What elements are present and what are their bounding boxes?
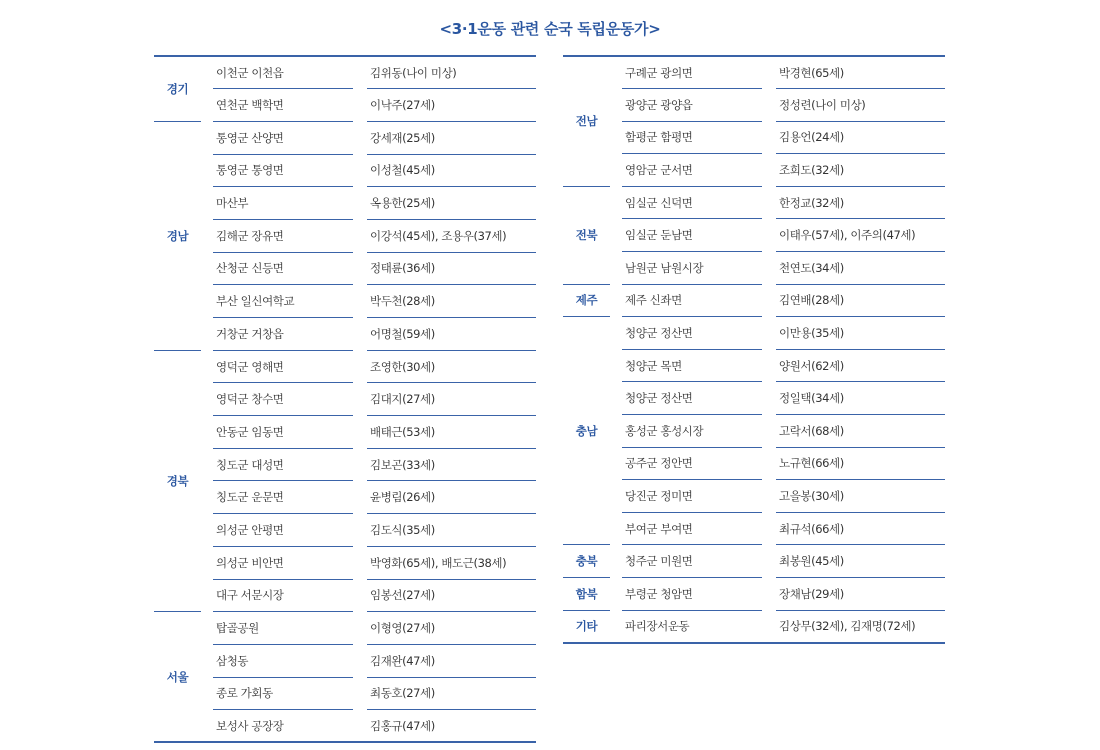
table-row — [563, 447, 945, 480]
person-cell: 옥용한(25세) — [367, 187, 536, 220]
person-cell: 김용언(24세) — [776, 121, 945, 154]
cell-spacer — [201, 514, 213, 547]
cell-spacer — [610, 219, 622, 252]
person-cell: 정성련(나이 미상) — [776, 89, 945, 122]
person-cell: 장채남(29세) — [776, 578, 945, 611]
cell-spacer — [353, 416, 367, 449]
table-row — [563, 610, 945, 643]
cell-spacer — [762, 121, 776, 154]
table-row — [154, 677, 536, 710]
location-cell: 부령군 청암면 — [622, 578, 762, 611]
cell-spacer — [610, 578, 622, 611]
location-cell: 부여군 부여면 — [622, 512, 762, 545]
location-cell: 의성군 비안면 — [213, 546, 353, 579]
location-cell: 칭도군 대성면 — [213, 448, 353, 481]
cell-spacer — [201, 219, 213, 252]
person-cell: 조희도(32세) — [776, 154, 945, 187]
location-cell: 임실군 신덕면 — [622, 186, 762, 219]
cell-spacer — [610, 154, 622, 187]
person-cell: 배태근(53세) — [367, 416, 536, 449]
location-cell: 김해군 장유면 — [213, 219, 353, 252]
cell-spacer — [762, 512, 776, 545]
location-cell: 공주군 정안면 — [622, 447, 762, 480]
region-cell: 서울 — [166, 669, 189, 684]
person-cell: 조영한(30세) — [367, 350, 536, 383]
person-cell: 어명철(59세) — [367, 318, 536, 351]
table-row — [563, 186, 945, 219]
table-row — [563, 252, 945, 285]
person-cell: 강세재(25세) — [367, 121, 536, 154]
table-row — [563, 512, 945, 545]
person-cell: 김홍규(47세) — [370, 718, 435, 733]
cell-spacer — [353, 481, 367, 514]
person-cell: 이강석(45세), 조용우(37세) — [367, 219, 536, 252]
table-row — [154, 644, 536, 677]
cell-spacer — [353, 448, 367, 481]
region-cell: 경북 — [154, 350, 201, 612]
location-cell: 당진군 정미면 — [622, 480, 762, 513]
cell-spacer — [762, 284, 776, 317]
cell-spacer — [762, 480, 776, 513]
region-cell: 기타 — [575, 619, 598, 634]
person-cell: 이만용(35세) — [776, 317, 945, 350]
cell-spacer — [201, 56, 213, 89]
cell-spacer — [353, 121, 367, 154]
cell-spacer — [201, 416, 213, 449]
region-cell: 전북 — [563, 186, 610, 284]
table-row — [563, 121, 945, 154]
table-row — [154, 89, 536, 122]
table-row — [154, 579, 536, 612]
cell-spacer — [762, 252, 776, 285]
person-cell: 김도식(35세) — [367, 514, 536, 547]
cell-spacer — [610, 317, 622, 350]
cell-spacer — [201, 252, 213, 285]
cell-spacer — [762, 578, 776, 611]
region-cell: 함북 — [563, 578, 610, 611]
location-cell: 통영군 산양면 — [213, 121, 353, 154]
cell-spacer — [610, 415, 622, 448]
cell-spacer — [353, 56, 367, 89]
location-cell: 남원군 남원시장 — [622, 252, 762, 285]
location-cell: 광양군 광양읍 — [622, 89, 762, 122]
cell-spacer — [353, 514, 367, 547]
cell-spacer — [610, 349, 622, 382]
person-cell: 최규석(66세) — [776, 512, 945, 545]
location-cell: 연천군 백학면 — [213, 89, 353, 122]
table-row — [154, 481, 536, 514]
person-cell: 이성철(45세) — [367, 154, 536, 187]
person-cell: 이형영(27세) — [367, 612, 536, 645]
person-cell: 정태륜(36세) — [367, 252, 536, 285]
cell-spacer — [762, 349, 776, 382]
cell-spacer — [201, 350, 213, 383]
region-cell: 충북 — [563, 545, 610, 578]
cell-spacer — [353, 383, 367, 416]
cell-spacer — [353, 644, 367, 677]
cell-spacer — [762, 382, 776, 415]
person-cell: 김상무(32세), 김재명(72세) — [779, 619, 916, 634]
cell-spacer — [201, 318, 213, 351]
table-row — [154, 448, 536, 481]
cell-spacer — [762, 89, 776, 122]
region-cell: 충남 — [563, 317, 610, 545]
cell-spacer — [201, 154, 213, 187]
person-cell: 김보곤(33세) — [367, 448, 536, 481]
location-cell: 삼청동 — [213, 644, 353, 677]
table-row — [154, 350, 536, 383]
page-title: <3·1운동 관련 순국 독립운동가> — [439, 20, 661, 38]
cell-spacer — [610, 610, 622, 643]
cell-spacer — [610, 447, 622, 480]
cell-spacer — [610, 284, 622, 317]
cell-spacer — [201, 612, 213, 645]
cell-spacer — [353, 285, 367, 318]
table-row — [154, 187, 536, 220]
person-cell: 고락서(68세) — [776, 415, 945, 448]
cell-spacer — [610, 56, 622, 89]
cell-spacer — [610, 186, 622, 219]
cell-spacer — [353, 579, 367, 612]
table-row — [563, 578, 945, 611]
table-row — [154, 710, 536, 743]
cell-spacer — [353, 219, 367, 252]
location-cell: 청양군 정산면 — [622, 317, 762, 350]
location-cell: 임실군 둔남면 — [622, 219, 762, 252]
person-cell: 박경현(65세) — [776, 56, 945, 89]
region-cell: 전남 — [563, 56, 610, 186]
location-cell: 칭도군 운문면 — [213, 481, 353, 514]
region-cell: 경기 — [154, 56, 201, 121]
person-cell: 천연도(34세) — [776, 252, 945, 285]
cell-spacer — [610, 121, 622, 154]
table-row — [154, 416, 536, 449]
table-row — [563, 415, 945, 448]
cell-spacer — [610, 480, 622, 513]
cell-spacer — [201, 89, 213, 122]
person-cell: 김연배(28세) — [776, 284, 945, 317]
cell-spacer — [353, 710, 367, 743]
location-cell: 보성사 공장장 — [216, 718, 284, 733]
cell-spacer — [762, 447, 776, 480]
cell-spacer — [762, 154, 776, 187]
table-row — [563, 545, 945, 578]
table-row — [154, 285, 536, 318]
table-row — [563, 219, 945, 252]
cell-spacer — [201, 187, 213, 220]
location-cell: 영덕군 창수면 — [213, 383, 353, 416]
location-cell: 통영군 통영면 — [213, 154, 353, 187]
person-cell: 박두천(28세) — [367, 285, 536, 318]
table-row — [154, 219, 536, 252]
person-cell: 최동호(27세) — [367, 677, 536, 710]
table-row — [154, 383, 536, 416]
location-cell: 영덕군 영해면 — [213, 350, 353, 383]
cell-spacer — [610, 89, 622, 122]
cell-spacer — [201, 285, 213, 318]
table-row — [563, 89, 945, 122]
cell-spacer — [610, 252, 622, 285]
cell-spacer — [353, 612, 367, 645]
person-cell: 이낙주(27세) — [367, 89, 536, 122]
cell-spacer — [201, 546, 213, 579]
cell-spacer — [201, 579, 213, 612]
location-cell: 대구 서문시장 — [213, 579, 353, 612]
location-cell: 파리장서운동 — [625, 619, 690, 634]
location-cell: 구례군 광의면 — [622, 56, 762, 89]
left-table-body — [154, 56, 536, 742]
table-row — [154, 154, 536, 187]
location-cell: 홍성군 홍성시장 — [622, 415, 762, 448]
location-cell: 제주 신좌면 — [622, 284, 762, 317]
cell-spacer — [201, 481, 213, 514]
location-cell: 마산부 — [213, 187, 353, 220]
person-cell: 윤병림(26세) — [367, 481, 536, 514]
table-row — [563, 382, 945, 415]
cell-spacer — [353, 350, 367, 383]
location-cell: 이천군 이천읍 — [213, 56, 353, 89]
location-cell: 부산 일신여학교 — [213, 285, 353, 318]
person-cell: 최봉원(45세) — [776, 545, 945, 578]
cell-spacer — [353, 89, 367, 122]
right-table — [563, 55, 945, 644]
location-cell: 안동군 임동면 — [213, 416, 353, 449]
cell-spacer — [353, 318, 367, 351]
table-row — [154, 252, 536, 285]
cell-spacer — [353, 677, 367, 710]
table-row — [563, 154, 945, 187]
cell-spacer — [762, 545, 776, 578]
table-row — [563, 480, 945, 513]
cell-spacer — [610, 545, 622, 578]
person-cell: 양원서(62세) — [776, 349, 945, 382]
cell-spacer — [201, 383, 213, 416]
person-cell: 박영화(65세), 배도근(38세) — [367, 546, 536, 579]
cell-spacer — [201, 644, 213, 677]
location-cell: 청양군 목면 — [622, 349, 762, 382]
person-cell: 노규현(66세) — [776, 447, 945, 480]
person-cell: 고을봉(30세) — [776, 480, 945, 513]
cell-spacer — [353, 252, 367, 285]
person-cell: 임봉선(27세) — [367, 579, 536, 612]
cell-spacer — [201, 448, 213, 481]
region-cell: 경남 — [154, 121, 201, 350]
location-cell: 영암군 군서면 — [622, 154, 762, 187]
region-cell: 제주 — [563, 284, 610, 317]
table-row — [563, 56, 945, 89]
location-cell: 종로 가회동 — [213, 677, 353, 710]
table-row — [154, 318, 536, 351]
person-cell: 김위동(나이 미상) — [367, 56, 536, 89]
table-row — [563, 349, 945, 382]
cell-spacer — [762, 317, 776, 350]
person-cell: 김대지(27세) — [367, 383, 536, 416]
person-cell: 한정교(32세) — [776, 186, 945, 219]
table-row — [563, 284, 945, 317]
cell-spacer — [353, 187, 367, 220]
right-table-body — [563, 56, 945, 643]
location-cell: 산청군 신등면 — [213, 252, 353, 285]
cell-spacer — [610, 512, 622, 545]
person-cell: 정일택(34세) — [776, 382, 945, 415]
cell-spacer — [353, 154, 367, 187]
cell-spacer — [762, 415, 776, 448]
person-cell: 김재완(47세) — [367, 644, 536, 677]
location-cell: 의성군 안평면 — [213, 514, 353, 547]
cell-spacer — [762, 186, 776, 219]
person-cell: 이태우(57세), 이주의(47세) — [776, 219, 945, 252]
cell-spacer — [201, 121, 213, 154]
table-row — [154, 612, 536, 645]
cell-spacer — [201, 710, 213, 743]
table-row — [563, 317, 945, 350]
cell-spacer — [201, 677, 213, 710]
location-cell: 탑골공원 — [213, 612, 353, 645]
cell-spacer — [762, 610, 776, 643]
location-cell: 거창군 거창읍 — [213, 318, 353, 351]
table-row — [154, 546, 536, 579]
location-cell: 청주군 미원면 — [622, 545, 762, 578]
table-row — [154, 514, 536, 547]
location-cell: 청양군 정산면 — [622, 382, 762, 415]
cell-spacer — [353, 546, 367, 579]
table-row — [154, 56, 536, 89]
cell-spacer — [610, 382, 622, 415]
table-row — [154, 121, 536, 154]
location-cell: 함평군 함평면 — [622, 121, 762, 154]
cell-spacer — [762, 219, 776, 252]
cell-spacer — [762, 56, 776, 89]
left-table — [154, 55, 536, 743]
